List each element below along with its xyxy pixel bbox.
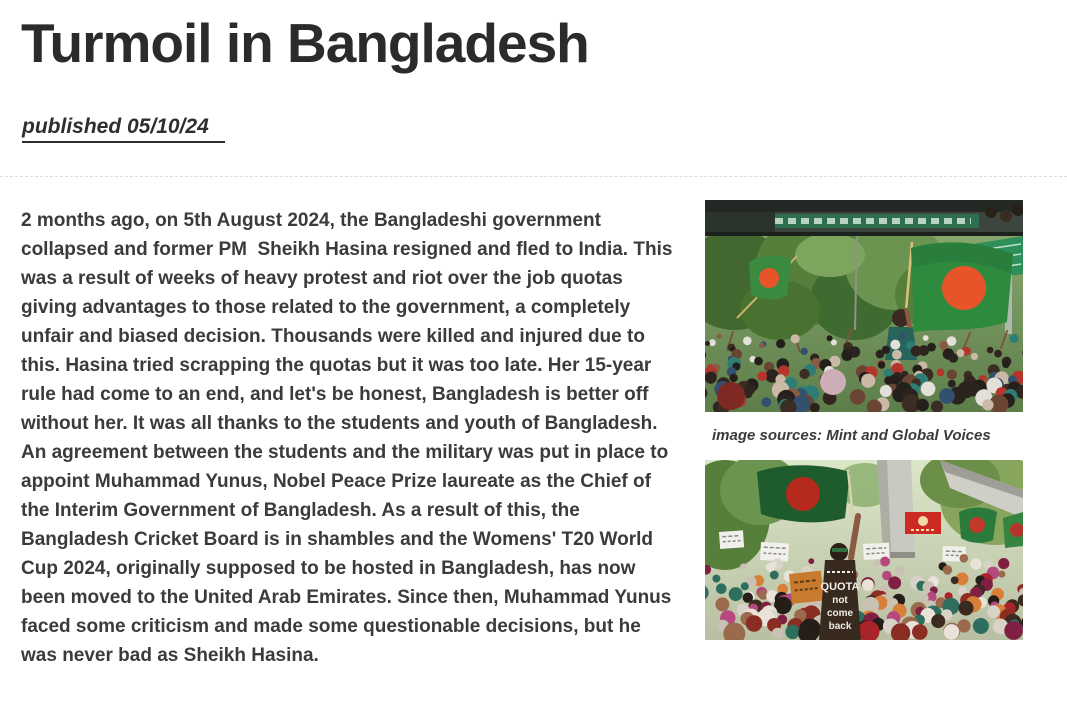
overpass-bridge <box>705 200 1023 236</box>
page-title: Turmoil in Bangladesh <box>21 12 589 74</box>
quota-text-line2: not <box>832 595 848 606</box>
separator-line <box>0 176 1067 177</box>
photo-quota-protest-art <box>705 460 1023 640</box>
quota-text-line1: QUOTA <box>820 581 860 593</box>
photo-quota-protest <box>705 460 1023 640</box>
quota-text-line4: back <box>828 621 852 632</box>
published-date: published 05/10/24 <box>22 115 225 143</box>
photo-protest-flags-art <box>705 200 1023 412</box>
image-caption: image sources: Mint and Global Voices <box>712 427 991 444</box>
quota-text-line3: come <box>826 608 854 619</box>
article-body: 2 months ago, on 5th August 2024, the Bangladeshi government collapsed and former PM Sheikh Hasina resigned and fled to India. This was a result of weeks of heavy protest and riot over the job quotas giving advantages to those related to the government, a completely unfair and biased decision. Thousands were killed and injured due to this. Hasina tried scrapping the quotas but it was too late. Her 15-year rule had come to an end, and let's be honest, Bangladesh is better off without her. It was all thanks to the students and youth of Bangladesh. An agreement between the students and the military was put in place to appoint Muhammad Yunus, Nobel Peace Prize laureate as the Chief of the Interim Government of Bangladesh. As a result of this, the Bangladesh Cricket Board is in shambles and the Womens' T20 World Cup 2024, originally supposed to be hosted in Bangladesh, has now been moved to the United Arab Emirates. Since then, Muhammad Yunus faced some criticism and made some questionable decisions, but he was never bad as Sheikh Hasina. <box>21 210 678 666</box>
photo-protest-flags <box>705 200 1023 412</box>
red-banner <box>905 512 941 534</box>
orange-sign <box>789 571 824 604</box>
